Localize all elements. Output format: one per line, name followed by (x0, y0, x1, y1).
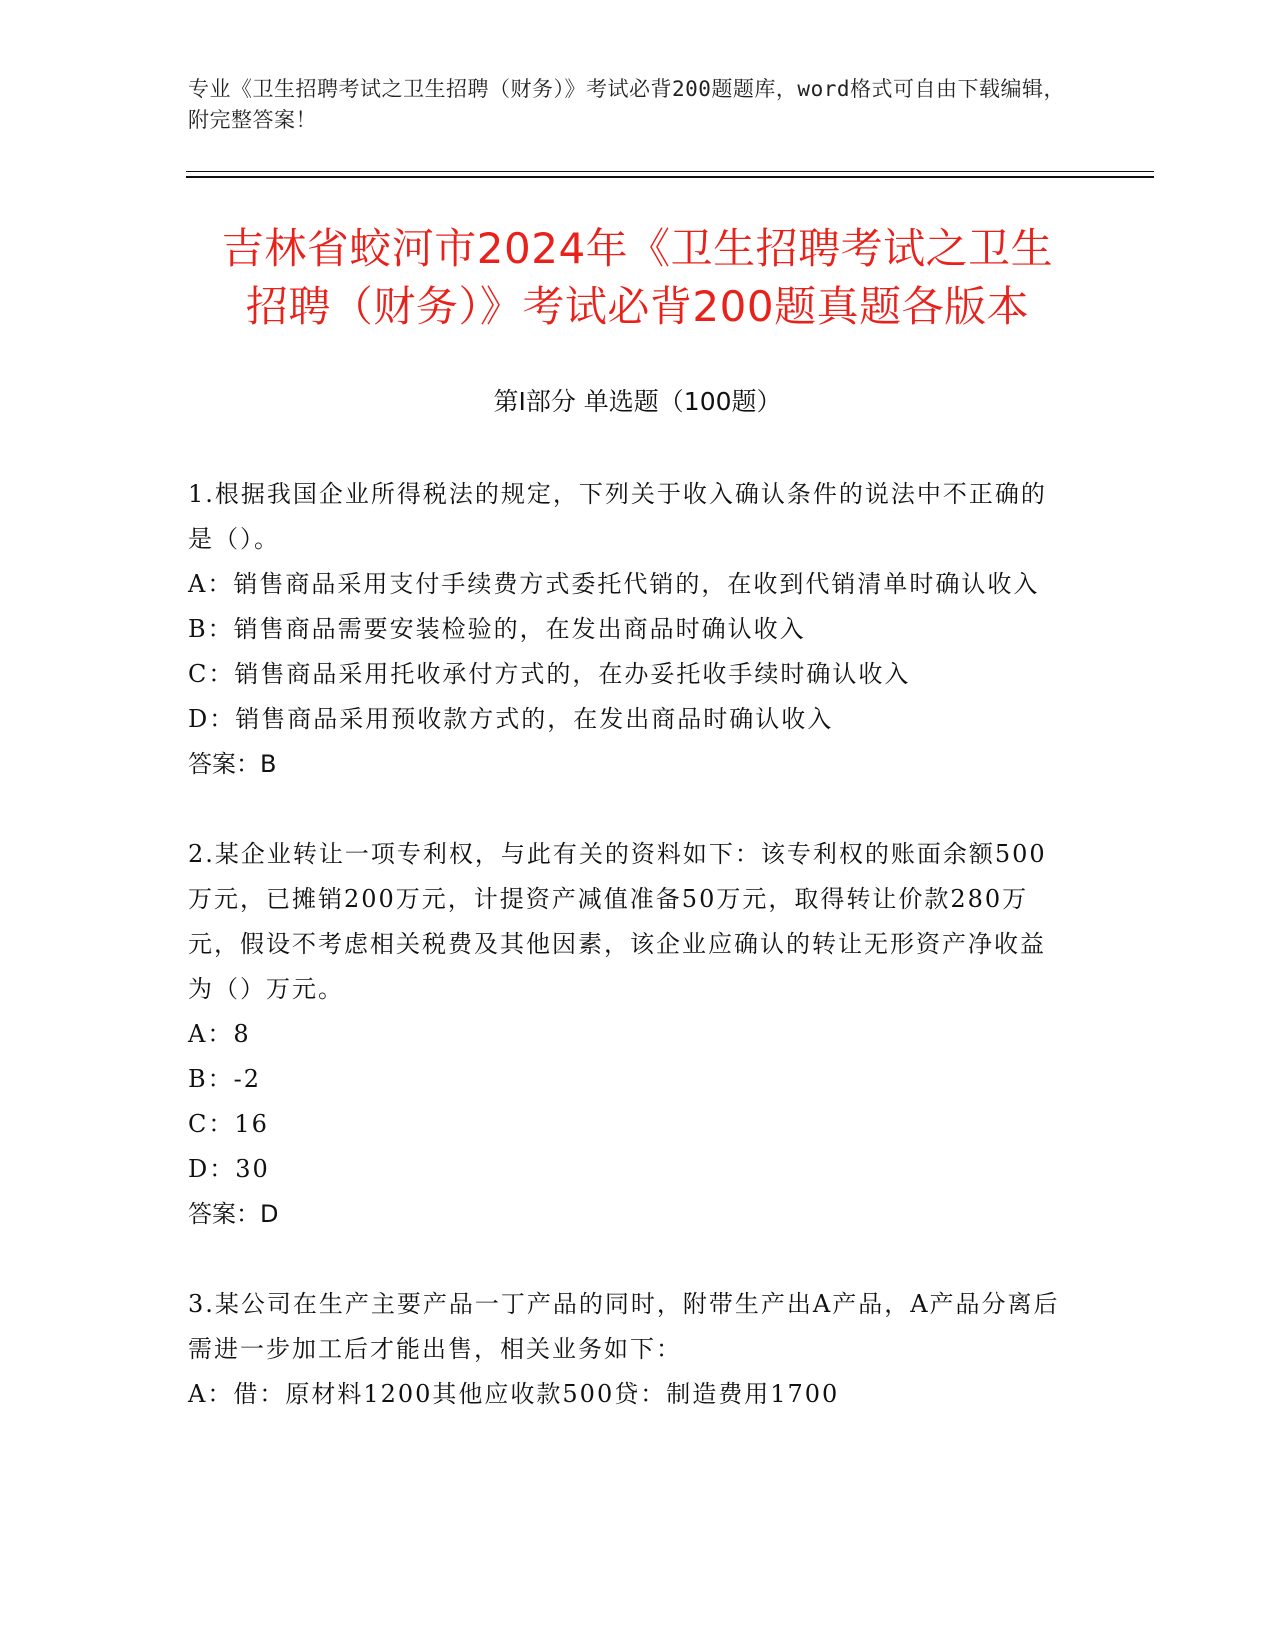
question-1 (188, 472, 1068, 787)
document-title-line-1: 吉林省蛟河市2024年《卫生招聘考试之卫生 (221, 224, 1054, 273)
option-d: D：销售商品采用预收款方式的，在发出商品时确认收入 (188, 705, 834, 733)
question-stem: 1.根据我国企业所得税法的规定，下列关于收入确认条件的说法中不正确的是（）。 (188, 480, 1047, 553)
option-b: B：销售商品需要安装检验的，在发出商品时确认收入 (188, 615, 806, 643)
option-d: D：30 (188, 1155, 270, 1183)
header-divider-thin (186, 171, 1154, 172)
answer: 答案：B (188, 750, 277, 778)
option-a: A：销售商品采用支付手续费方式委托代销的，在收到代销清单时确认收入 (188, 570, 1040, 598)
header-note: 专业《卫生招聘考试之卫生招聘（财务）》考试必背200题题库，word格式可自由下载编辑，附完整答案！ (188, 77, 1065, 132)
document-title (150, 220, 1125, 336)
question-list (188, 472, 1068, 1462)
question-3 (188, 1282, 1068, 1417)
header-divider-thick (186, 176, 1154, 178)
option-c: C：16 (188, 1110, 269, 1138)
question-stem: 3.某公司在生产主要产品一丁产品的同时，附带生产出A产品，A产品分离后需进一步加工后才能出售，相关业务如下： (188, 1290, 1060, 1363)
question-stem: 2.某企业转让一项专利权，与此有关的资料如下：该专利权的账面余额500万元，已摊销200万元，计提资产减值准备50万元，取得转让价款280万元，假设不考虑相关税费及其他因素，该企业应确认的转让无形资产净收益为（）万元。 (188, 840, 1047, 1003)
option-b: B：-2 (188, 1065, 262, 1093)
document-title-line-2: 招聘（财务）》考试必背200题真题各版本 (245, 282, 1030, 331)
question-2 (188, 832, 1068, 1237)
option-c: C：销售商品采用托收承付方式的，在办妥托收手续时确认收入 (188, 660, 911, 688)
section-title: 第Ⅰ部分 单选题（100题） (493, 387, 782, 416)
option-a: A：8 (188, 1020, 251, 1048)
answer: 答案：D (188, 1200, 279, 1228)
option-a: A：借：原材料1200其他应收款500贷：制造费用1700 (188, 1380, 840, 1408)
